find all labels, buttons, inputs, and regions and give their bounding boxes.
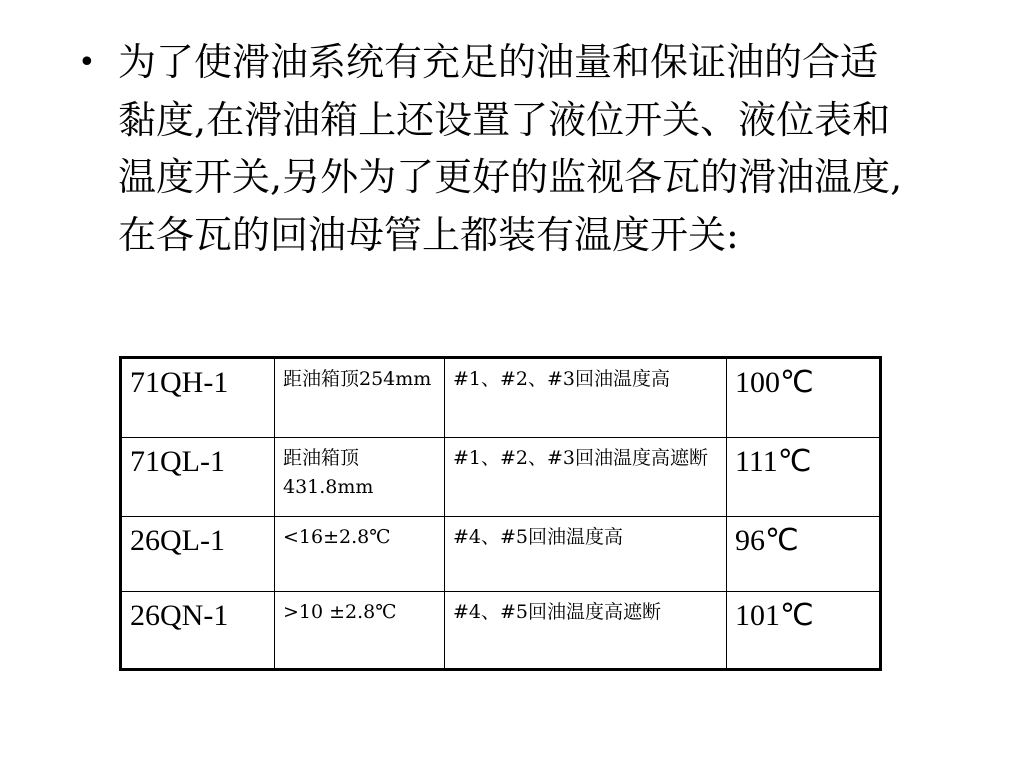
table-row: [121, 358, 881, 438]
description-cell: #1、#2、#3回油温度高: [445, 358, 727, 438]
description-cell: #1、#2、#3回油温度高遮断: [445, 438, 727, 517]
table-row: [121, 517, 881, 592]
temperature-cell: 101℃: [727, 592, 881, 670]
switch-code-cell: 71QL-1: [121, 438, 275, 517]
temperature-cell: 111℃: [727, 438, 881, 517]
switch-code-cell: 26QL-1: [121, 517, 275, 592]
paragraph-text: 为了使滑油系统有充足的油量和保证油的合适黏度,在滑油箱上还设置了液位开关、液位表和温度开关,另外为了更好的监视各瓦的滑油温度,在各瓦的回油母管上都装有温度开关:: [118, 40, 903, 257]
description-cell: #4、#5回油温度高遮断: [445, 592, 727, 670]
temperature-switch-table: [119, 356, 882, 671]
switch-code-cell: 71QH-1: [121, 358, 275, 438]
temperature-cell: 96℃: [727, 517, 881, 592]
position-cell: 距油箱顶254mm: [275, 358, 445, 438]
position-cell: >10 ±2.8℃: [275, 592, 445, 670]
table-row: [121, 592, 881, 670]
bullet-icon: •: [78, 45, 96, 80]
temperature-cell: 100℃: [727, 358, 881, 438]
position-cell: 距油箱顶431.8mm: [275, 438, 445, 517]
bullet-paragraph: [78, 34, 928, 264]
switch-code-cell: 26QN-1: [121, 592, 275, 670]
position-cell: <16±2.8℃: [275, 517, 445, 592]
table-row: [121, 438, 881, 517]
description-cell: #4、#5回油温度高: [445, 517, 727, 592]
